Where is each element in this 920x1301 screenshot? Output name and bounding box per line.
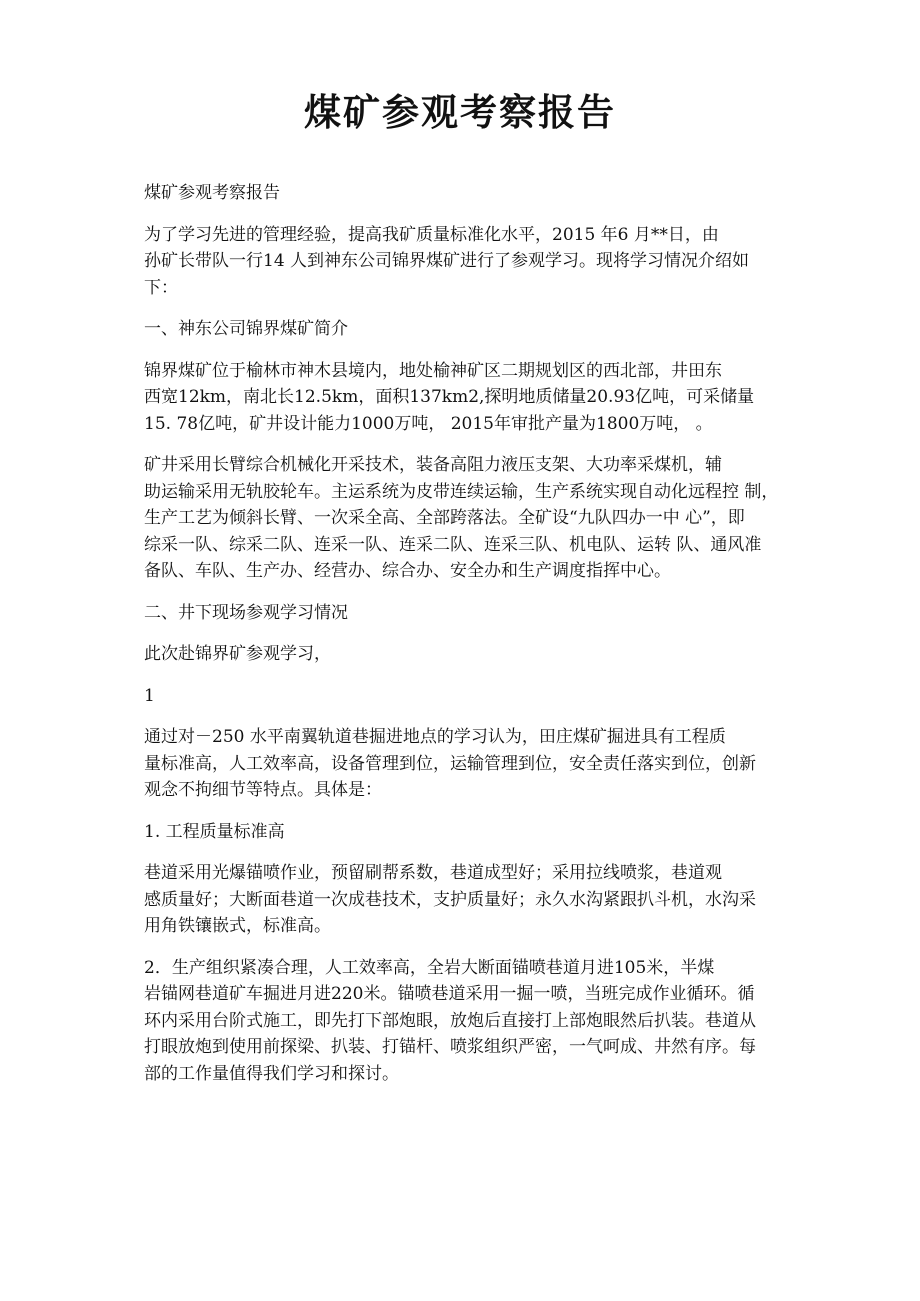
text-line: 生产工艺为倾斜长臂、一次采全高、全部跨落法。全矿设“九队四办一中 心”，即 bbox=[144, 508, 745, 528]
text-line: 环内采用台阶式施工，即先打下部炮眼，放炮后直接打上部炮眼然后扒装。巷道从 bbox=[144, 1010, 756, 1031]
text-line: 为了学习先进的管理经验，提高我矿质量标准化水平，2015 年6 月**日，由 bbox=[144, 224, 719, 245]
text-line: 用角铁镶嵌式，标准高。 bbox=[144, 916, 331, 936]
text-line: 锦界煤矿位于榆林市神木县境内，地处榆神矿区二期规划区的西北部，井田东 bbox=[144, 360, 722, 381]
text-line: 打眼放炮到使用前探梁、扒装、打锚杆、喷浆组织严密，一气呵成、井然有序。每 bbox=[144, 1037, 756, 1057]
text-line: 观念不拘细节等特点。具体是： bbox=[144, 780, 382, 800]
paragraph-mining-technology bbox=[104, 452, 818, 585]
text-line: 1 bbox=[144, 685, 155, 706]
page-number bbox=[104, 683, 818, 710]
text-line: 感质量好；大断面巷道一次成巷技术，支护质量好；永久水沟紧跟扒斗机，水沟采 bbox=[144, 889, 756, 910]
text-line: 西宽12km，南北长12.5km，面积137km2,探明地质储量20.93亿吨，可采储量 bbox=[144, 387, 755, 407]
subsection-heading-1 bbox=[104, 819, 818, 846]
text-line: 此次赴锦界矿参观学习， bbox=[144, 644, 331, 664]
text-line: 综采一队、综采二队、连采一队、连采二队、连采三队、机电队、运转 队、通风准 bbox=[144, 534, 762, 555]
text-line: 通过对－250 水平南翼轨道巷掘进地点的学习认为，田庄煤矿掘进具有工程质 bbox=[144, 727, 726, 747]
text-line: 备队、车队、生产办、经营办、综合办、安全办和生产调度指挥中心。 bbox=[144, 561, 671, 581]
paragraph-visit-note bbox=[104, 641, 818, 668]
paragraph-intro bbox=[104, 222, 818, 302]
text-line: 煤矿参观考察报告 bbox=[144, 183, 280, 203]
paragraph-subtitle bbox=[104, 180, 818, 207]
paragraph-quality-standard bbox=[104, 860, 818, 940]
text-line: 15. 78亿吨，矿井设计能力1000万吨， 2015年审批产量为1800万吨， 。 bbox=[144, 413, 713, 434]
text-line: 岩锚网巷道矿车掘进月进220米。锚喷巷道采用一掘一喷，当班完成作业循环。循 bbox=[144, 984, 755, 1004]
text-line: 量标准高，人工效率高，设备管理到位，运输管理到位，安全责任落实到位，创新 bbox=[144, 753, 756, 774]
text-line: 矿井采用长臂综合机械化开采技术，装备高阻力液压支架、大功率采煤机，辅 bbox=[144, 455, 722, 475]
paragraph-learning-summary bbox=[104, 724, 818, 804]
text-line: 助运输采用无轨胶轮车。主运系统为皮带连续运输，生产系统实现自动化远程控 制， bbox=[144, 481, 779, 502]
text-line: 1. 工程质量标准高 bbox=[144, 821, 285, 842]
paragraph-production-organization bbox=[104, 955, 818, 1088]
text-line: 部的工作量值得我们学习和探讨。 bbox=[144, 1063, 399, 1084]
text-line: 下： bbox=[144, 277, 178, 298]
paragraph-mine-overview bbox=[104, 358, 818, 438]
section-heading-1 bbox=[104, 316, 818, 343]
document-body bbox=[104, 180, 818, 1102]
section-heading-2 bbox=[104, 600, 818, 627]
text-line: 2．生产组织紧凑合理，人工效率高，全岩大断面锚喷巷道月进105米，半煤 bbox=[144, 957, 715, 978]
text-line: 二、井下现场参观学习情况 bbox=[144, 602, 348, 623]
text-line: 一、神东公司锦界煤矿简介 bbox=[144, 319, 348, 339]
document-title: 煤矿参观考察报告 bbox=[304, 90, 616, 134]
text-line: 孙矿长带队一行14 人到神东公司锦界煤矿进行了参观学习。现将学习情况介绍如 bbox=[144, 251, 750, 271]
text-line: 巷道采用光爆锚喷作业，预留刷帮系数，巷道成型好；采用拉线喷浆，巷道观 bbox=[144, 863, 722, 883]
